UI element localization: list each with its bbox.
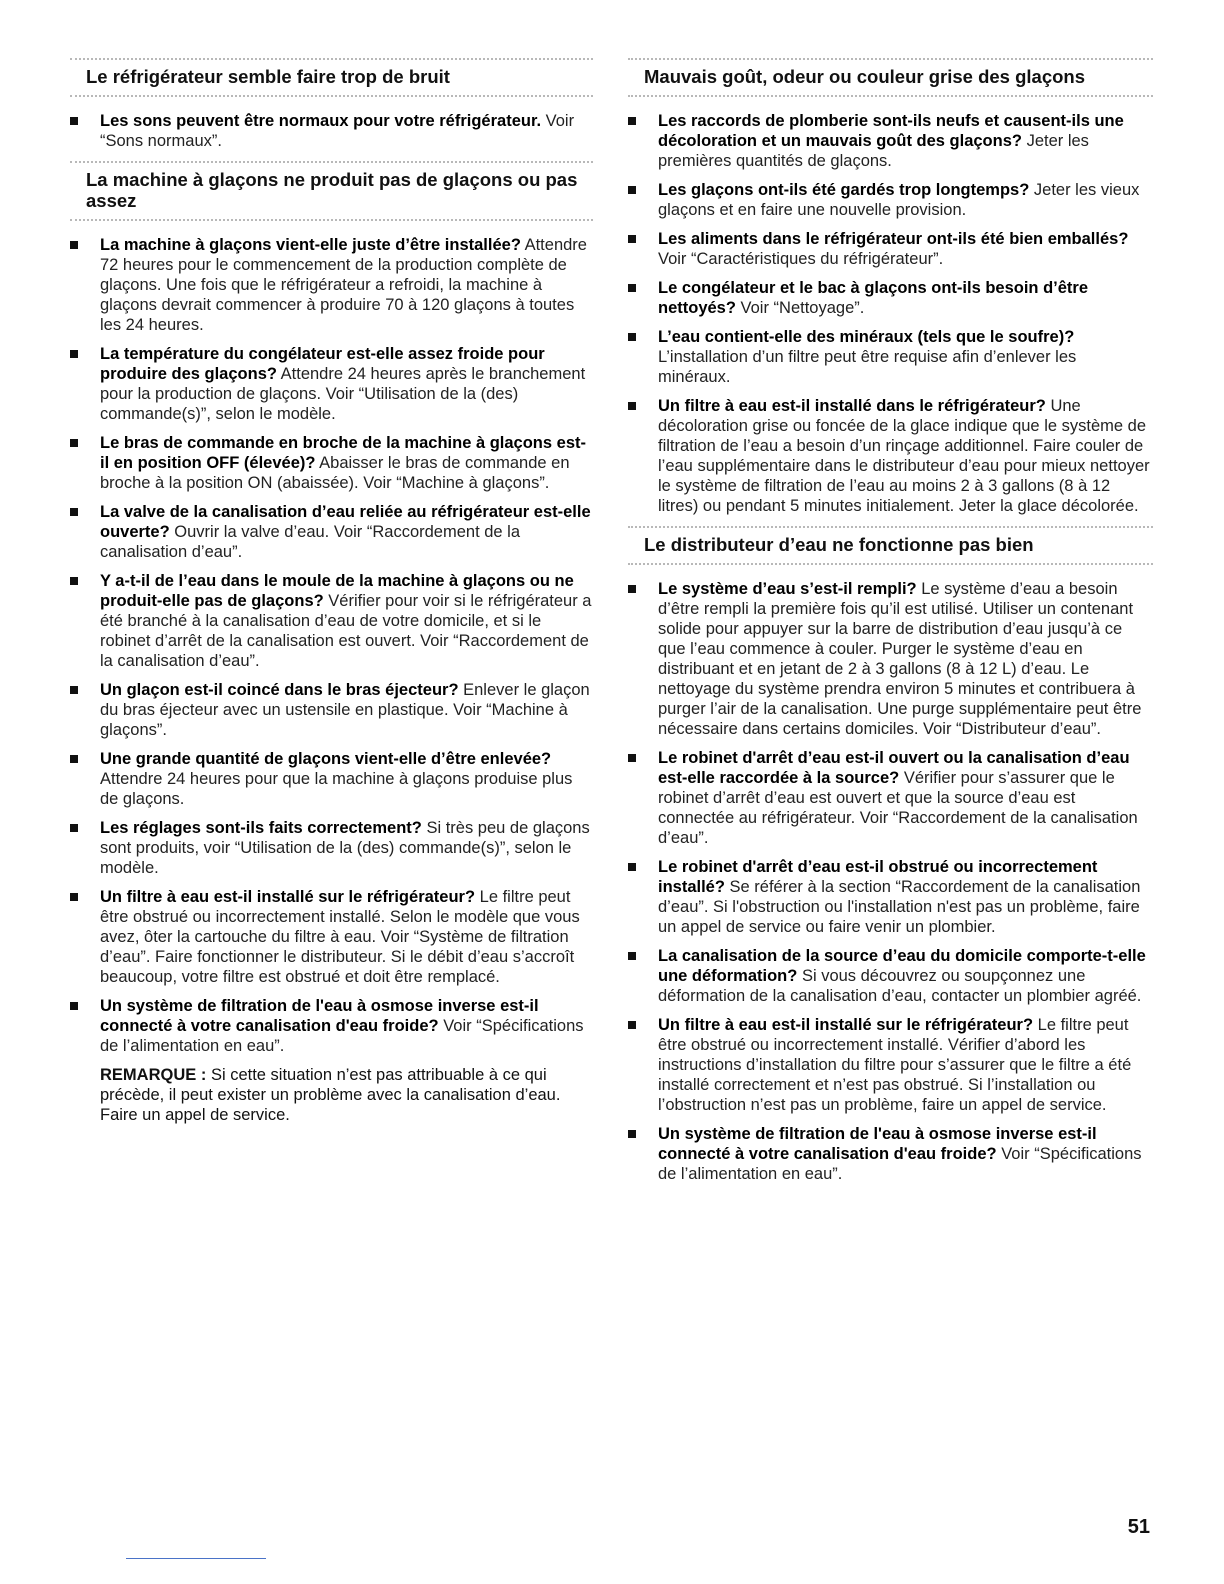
right-column	[628, 58, 1153, 1194]
troubleshooting-list	[628, 579, 1153, 1184]
item-question: La valve de la canalisation d’eau reliée au réfrigérateur est-elle ouverte?	[100, 503, 591, 541]
item-answer: Une décoloration grise ou foncée de la glace indique que le système de filtration de l’eau a besoin d’un rinçage additionnel. Faire couler de l’eau supplémentaire dans le distributeur d’eau pour mieux nettoyer le système de filtration de l’eau au moins 2 à 3 gallons (8 à 12 litres) ou pendant 5 minutes initialement. Jeter la glace décolorée.	[658, 397, 1150, 515]
list-item	[628, 748, 1153, 848]
troubleshooting-list	[70, 111, 593, 151]
item-answer: Jeter les premières quantités de glaçons.	[658, 132, 1089, 170]
troubleshooting-list	[628, 111, 1153, 516]
list-item	[70, 433, 593, 493]
item-question: Un système de filtration de l'eau à osmose inverse est-il connecté à votre canalisation d'eau froide?	[658, 1125, 1097, 1163]
item-question: Le robinet d'arrêt d’eau est-il ouvert ou la canalisation d’eau est-elle raccordée à la source?	[658, 749, 1130, 787]
item-answer: Voir “Nettoyage”.	[740, 299, 865, 317]
item-answer: Le filtre peut être obstrué ou incorrectement installé. Vérifier d’abord les instructions d’installation du filtre pour s’assurer que le filtre a été installé correctement et n’est pas obstrué. Si l’installation ou l’obstruction n’est pas un problème, faire un appel de service.	[658, 1016, 1132, 1114]
item-answer: L’installation d’un filtre peut être requise afin d’enlever les minéraux.	[658, 348, 1077, 386]
item-question: Un filtre à eau est-il installé dans le réfrigérateur?	[658, 397, 1046, 415]
item-question: L’eau contient-elle des minéraux (tels que le soufre)?	[658, 328, 1075, 346]
item-question: Les glaçons ont-ils été gardés trop longtemps?	[658, 181, 1030, 199]
troubleshooting-list	[70, 235, 593, 1056]
section-heading: Le distributeur d’eau ne fonctionne pas bien	[628, 526, 1153, 565]
item-question: Un système de filtration de l'eau à osmose inverse est-il connecté à votre canalisation d'eau froide?	[100, 997, 539, 1035]
item-question: Les sons peuvent être normaux pour votre réfrigérateur.	[100, 112, 542, 130]
list-item	[70, 502, 593, 562]
list-item	[70, 235, 593, 335]
item-question: Le bras de commande en broche de la machine à glaçons est-il en position OFF (élevée)?	[100, 434, 586, 472]
list-item	[628, 278, 1153, 318]
item-question: La canalisation de la source d’eau du domicile comporte-t-elle une déformation?	[658, 947, 1146, 985]
list-item	[70, 749, 593, 809]
list-item	[628, 579, 1153, 739]
item-question: Le système d’eau s’est-il rempli?	[658, 580, 917, 598]
item-answer: Le filtre peut être obstrué ou incorrectement installé. Selon le modèle que vous avez, ôter la cartouche du filtre à eau. Voir “Système de filtration d’eau”. Faire fonctionner le distributeur. Si le débit d’eau s’accroît beaucoup, votre filtre est obstrué et doit être remplacé.	[100, 888, 580, 986]
list-item	[70, 887, 593, 987]
item-question: La machine à glaçons vient-elle juste d’être installée?	[100, 236, 521, 254]
note-text: Si cette situation n’est pas attribuable à ce qui précède, il peut exister un problème avec la canalisation d’eau. Faire un appel de service.	[100, 1066, 561, 1124]
item-question: La température du congélateur est-elle assez froide pour produire des glaçons?	[100, 345, 545, 383]
item-question: Un filtre à eau est-il installé sur le réfrigérateur?	[100, 888, 476, 906]
item-question: Y a-t-il de l’eau dans le moule de la machine à glaçons ou ne produit-elle pas de glaçons?	[100, 572, 574, 610]
item-answer: Voir “Spécifications de l’alimentation en eau”.	[658, 1145, 1142, 1183]
item-answer: Si vous découvrez ou soupçonnez une déformation de la canalisation d’eau, contacter un plombier agréé.	[658, 967, 1142, 1005]
section-heading: Mauvais goût, odeur ou couleur grise des glaçons	[628, 58, 1153, 97]
footer-rule	[126, 1558, 266, 1559]
item-question: Le congélateur et le bac à glaçons ont-ils besoin d’être nettoyés?	[658, 279, 1089, 317]
page-number: 51	[1127, 1516, 1150, 1538]
list-item	[70, 996, 593, 1056]
list-item	[628, 327, 1153, 387]
list-item	[628, 229, 1153, 269]
list-item	[628, 857, 1153, 937]
section-noise	[70, 58, 593, 151]
section-heading: Le réfrigérateur semble faire trop de bruit	[70, 58, 593, 97]
item-question: Les aliments dans le réfrigérateur ont-ils été bien emballés?	[658, 230, 1129, 248]
item-question: Le robinet d'arrêt d’eau est-il obstrué ou incorrectement installé?	[658, 858, 1098, 896]
list-item	[628, 111, 1153, 171]
item-answer: Attendre 24 heures après le branchement pour la production de glaçons. Voir “Utilisation de la (des) commande(s)”, selon le modèle.	[100, 365, 586, 423]
section-taste-odor	[628, 58, 1153, 516]
note-label: REMARQUE :	[100, 1066, 207, 1084]
item-answer: Se référer à la section “Raccordement de la canalisation d’eau”. Si l'obstruction ou l'installation n'est pas un problème, faire un appel de service ou faire venir un plombier.	[658, 878, 1141, 936]
item-question: Les réglages sont-ils faits correctement?	[100, 819, 422, 837]
item-answer: Attendre 72 heures pour le commencement de la production complète de glaçons. Une fois que le réfrigérateur a refroidi, la machine à glaçons devrait commencer à produire 70 à 120 glaçons à toutes les 24 heures.	[100, 236, 587, 334]
item-question: Une grande quantité de glaçons vient-elle d’être enlevée?	[100, 750, 552, 768]
item-answer: Ouvrir la valve d’eau. Voir “Raccordement de la canalisation d’eau”.	[100, 523, 521, 561]
list-item	[70, 344, 593, 424]
list-item	[70, 680, 593, 740]
item-question: Les raccords de plomberie sont-ils neufs et causent-ils une décoloration et un mauvais goût des glaçons?	[658, 112, 1124, 150]
list-item	[70, 818, 593, 878]
section-ice-maker	[70, 161, 593, 1125]
item-answer: Si très peu de glaçons sont produits, voir “Utilisation de la (des) commande(s)”, selon le modèle.	[100, 819, 590, 877]
list-item	[628, 180, 1153, 220]
list-item	[628, 396, 1153, 516]
item-answer: Voir “Sons normaux”.	[100, 112, 575, 150]
list-item	[70, 111, 593, 151]
item-answer: Vérifier pour s’assurer que le robinet d’arrêt d’eau est ouvert et que la source d’eau est connectée au réfrigérateur. Voir “Raccordement de la canalisation d’eau”.	[658, 769, 1138, 847]
item-answer: Vérifier pour voir si le réfrigérateur a été branché à la canalisation d’eau de votre domicile, et si le robinet d’arrêt de la canalisation est ouvert. Voir “Raccordement de la canalisation d’eau”.	[100, 592, 592, 670]
item-answer: Enlever le glaçon du bras éjecteur avec un ustensile en plastique. Voir “Machine à glaçons”.	[100, 681, 590, 739]
item-question: Un filtre à eau est-il installé sur le réfrigérateur?	[658, 1016, 1034, 1034]
note-block	[70, 1065, 593, 1125]
list-item	[628, 946, 1153, 1006]
list-item	[628, 1124, 1153, 1184]
list-item	[628, 1015, 1153, 1115]
left-column	[70, 58, 593, 1135]
item-question: Un glaçon est-il coincé dans le bras éjecteur?	[100, 681, 459, 699]
item-answer: Voir “Spécifications de l’alimentation en eau”.	[100, 1017, 584, 1055]
list-item	[70, 571, 593, 671]
item-answer: Le système d’eau a besoin d’être rempli la première fois qu’il est utilisé. Utiliser un contenant solide pour appuyer sur la barre de distribution d’eau jusqu’à ce que l’eau commence à couler. Purger le système d’eau en distribuant et en jetant de 2 à 3 gallons (8 à 12 L) d’eau. Le nettoyage du système prendra environ 5 minutes et contribuera à purger l’air de la canalisation. Une purge supplémentaire peut être nécessaire dans certains domiciles. Voir “Distributeur d’eau”.	[658, 580, 1142, 738]
item-answer: Abaisser le bras de commande en broche à la position ON (abaissée). Voir “Machine à glaçons”.	[100, 454, 570, 492]
item-answer: Attendre 24 heures pour que la machine à glaçons produise plus de glaçons.	[100, 770, 573, 808]
section-heading: La machine à glaçons ne produit pas de glaçons ou pas assez	[70, 161, 593, 221]
item-answer: Jeter les vieux glaçons et en faire une nouvelle provision.	[658, 181, 1140, 219]
section-water-dispenser	[628, 526, 1153, 1184]
item-answer: Voir “Caractéristiques du réfrigérateur”.	[658, 250, 944, 268]
